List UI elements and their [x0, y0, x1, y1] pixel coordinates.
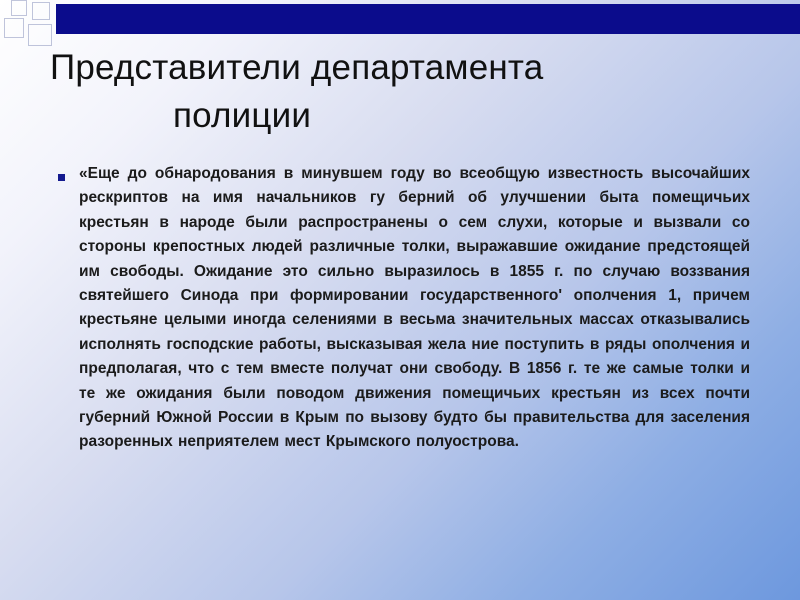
- slide-title-line-2: полиции: [173, 96, 312, 135]
- slide-body-text: «Еще до обнародования в минувшем году во всеобщую известность высочайших рескриптов на имя начальников гу берний об улучшении быта помещичьих крестьян в народе были распространены о сем слухи, которые и вызвали со стороны крепостных людей различные толки, выражавшие ожидание предстоящей им свободы. Ожидание это сильно выразилось в 1855 г. по случаю воззвания святейшего Синода при формировании государственного' ополчения 1, причем крестьяне целыми иногда селениями в весьма значительных массах отказывались исполнять господские работы, высказывая жела ние поступить в ряды ополчения и предполагая, что с тем вместе получат они свободу. В 1856 г. те же самые толки и те же ожидания были поводом движения помещичьих крестьян из всех почти губерний Южной России в Крым по вызову будто бы правительства для заселения разоренных неприятелем мест Крымского полуострова.: [79, 165, 750, 451]
- decorative-square: [11, 0, 27, 16]
- slide-title: [50, 44, 770, 140]
- decorative-square: [4, 18, 24, 38]
- decorative-square: [28, 24, 52, 46]
- decorative-squares: [0, 0, 70, 48]
- square-bullet-icon: [58, 174, 65, 181]
- slide-title-line-1: Представители департамента: [50, 48, 544, 87]
- top-header-bar: [56, 4, 800, 34]
- decorative-square: [32, 2, 50, 20]
